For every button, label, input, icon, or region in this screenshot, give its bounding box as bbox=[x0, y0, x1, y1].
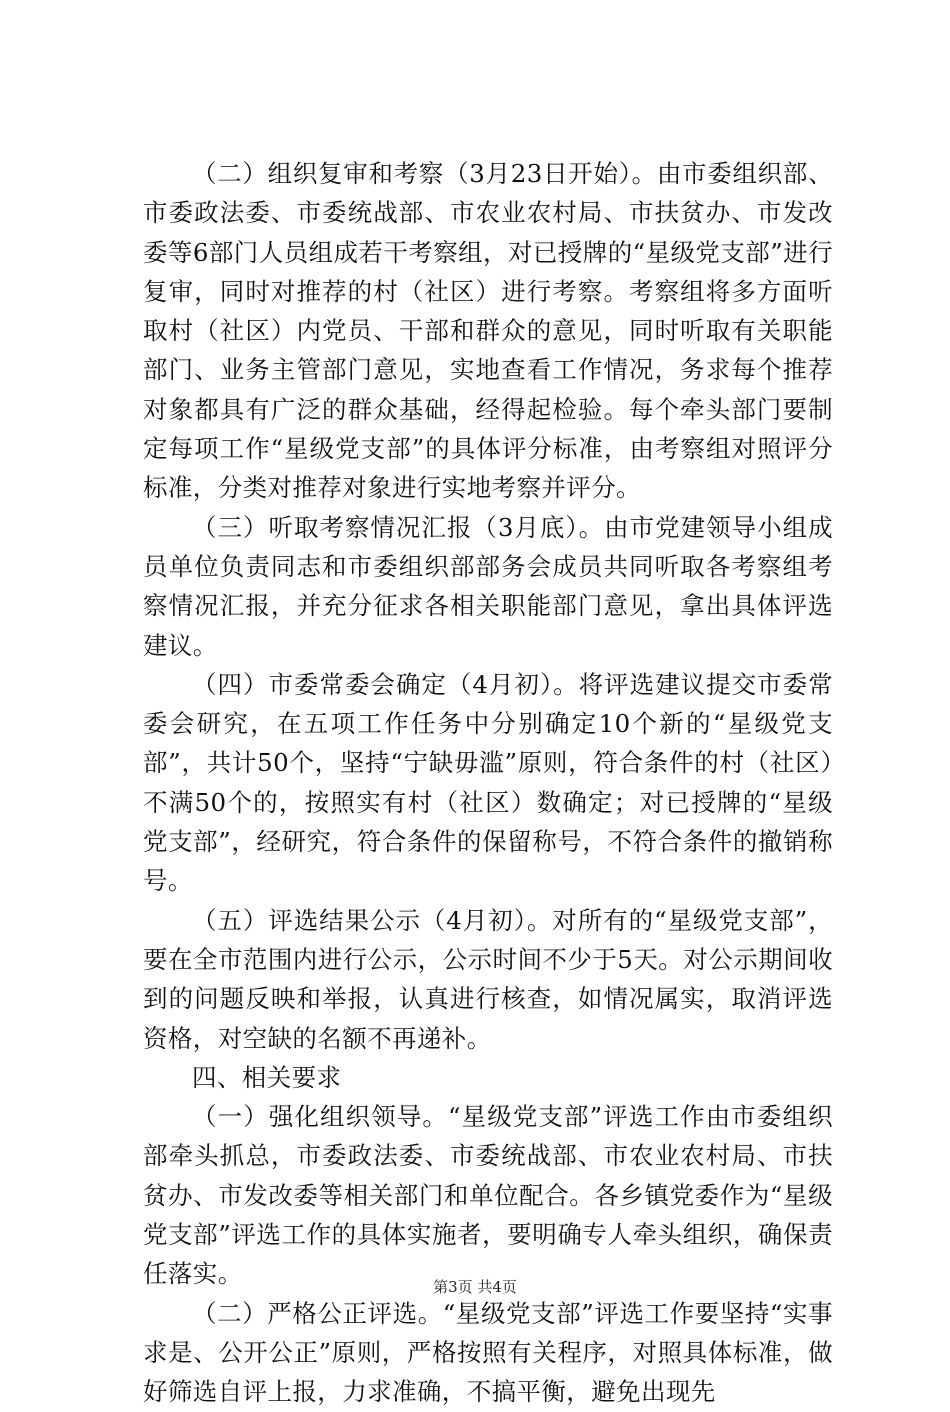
paragraph-fair-selection: （二）严格公正评选。“星级党支部”评选工作要坚持“实事求是、公开公正”原则，严格按照有关程序，对照具体标准，做好筛选自评上报，力求准确，不搞平衡，避免出现先 bbox=[143, 1298, 833, 1407]
section-heading-requirements: 四、相关要求 bbox=[192, 1062, 342, 1092]
document-body bbox=[143, 154, 833, 1412]
paragraph-result-publicity: （五）评选结果公示（4月初）。对所有的“星级党支部”，要在全市范围内进行公示，公示时间不少于5天。对公示期间收到的问题反映和举报，认真进行核查，如情况属实，取消评选资格，对空缺的名额不再递补。 bbox=[143, 905, 833, 1053]
paragraph-standing-committee: （四）市委常委会确定（4月初）。将评选建议提交市委常委会研究，在五项工作任务中分别确定10个新的“星级党支部”，共计50个，坚持“宁缺毋滥”原则，符合条件的村（社区）不满50个的，按照实有村（社区）数确定；对已授牌的“星级党支部”，经研究，符合条件的保留称号，不符合条件的撤销称号。 bbox=[143, 669, 833, 896]
paragraph-hear-report: （三）听取考察情况汇报（3月底）。由市党建领导小组成员单位负责同志和市委组织部部务会成员共同听取各考察组考察情况汇报，并充分征求各相关职能部门意见，拿出具体评选建议。 bbox=[143, 512, 833, 660]
page-number-footer: 第3页 共4页 bbox=[433, 1278, 517, 1296]
paragraph-organization-leadership: （一）强化组织领导。“星级党支部”评选工作由市委组织部牵头抓总，市委政法委、市委统战部、市农业农村局、市扶贫办、市发改委等相关部门和单位配合。各乡镇党委作为“星级党支部”评选工作的具体实施者，要明确专人牵头组织，确保责任落实。 bbox=[143, 1102, 833, 1289]
paragraph-review-inspection: （二）组织复审和考察（3月23日开始）。由市委组织部、市委政法委、市委统战部、市农业农村局、市扶贫办、市发改委等6部门人员组成若干考察组，对已授牌的“星级党支部”进行复审，同时对推荐的村（社区）进行考察。考察组将多方面听取村（社区）内党员、干部和群众的意见，同时听取有关职能部门、业务主管部门意见，实地查看工作情况，务求每个推荐对象都具有广泛的群众基础，经得起检验。每个牵头部门要制定每项工作“星级党支部”的具体评分标准，由考察组对照评分标准，分类对推荐对象进行实地考察并评分。 bbox=[143, 159, 833, 503]
